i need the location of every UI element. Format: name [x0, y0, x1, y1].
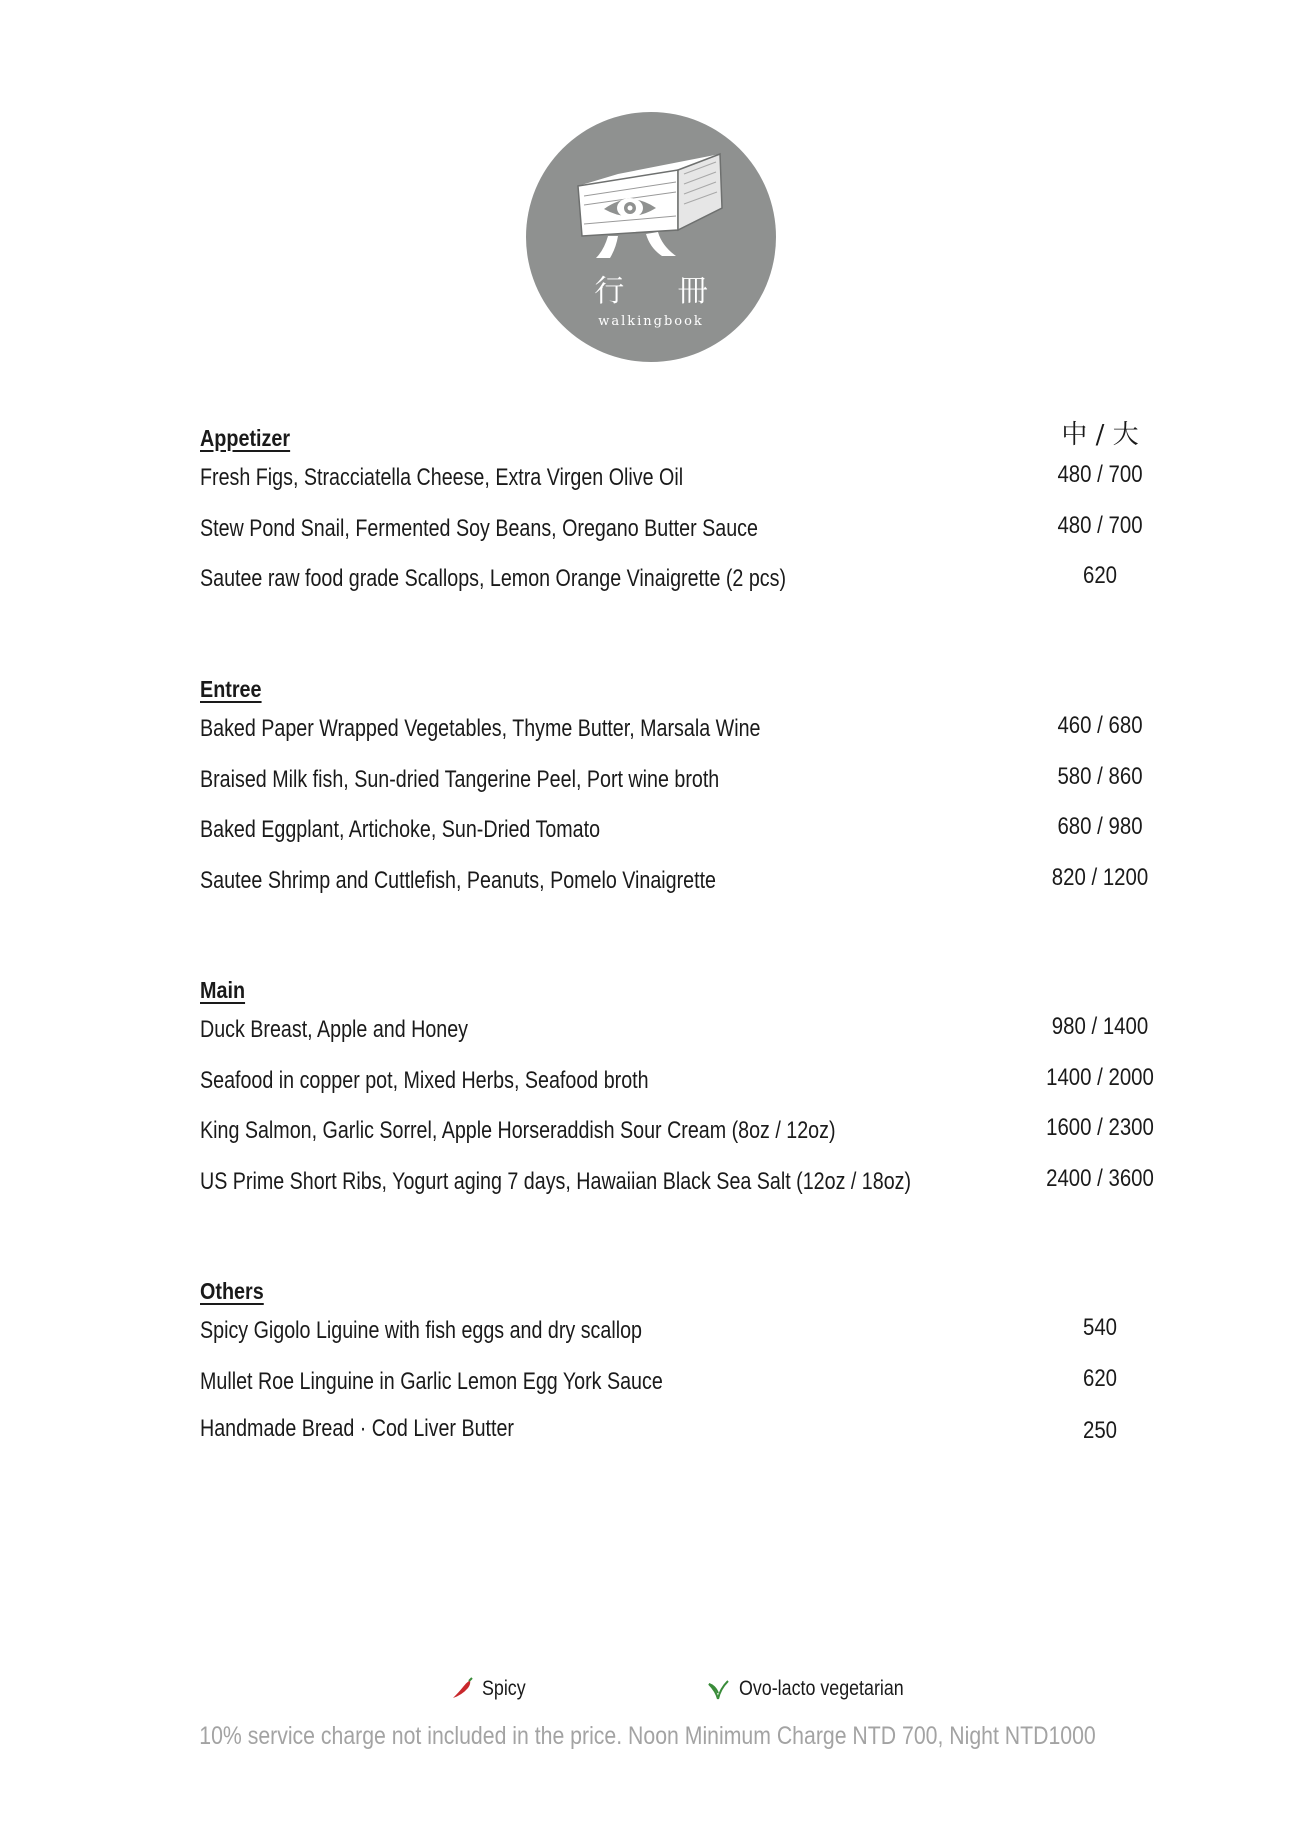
item-price: 460 / 680 — [1057, 712, 1143, 739]
section-title: Others — [200, 1278, 264, 1304]
legend-vegetarian-label: Ovo-lacto vegetarian — [739, 1677, 904, 1700]
menu-item — [200, 810, 1200, 861]
menu-item — [200, 1409, 1200, 1460]
section-entree — [200, 669, 1200, 911]
item-name: Spicy Gigolo Liguine with fish eggs and dry scallop — [200, 1317, 642, 1344]
item-price: 820 / 1200 — [1051, 863, 1149, 891]
menu-item — [200, 1362, 1200, 1409]
item-price: 680 / 980 — [1057, 813, 1143, 840]
leaf-sprout-icon — [707, 1677, 731, 1701]
legend-spicy — [450, 1671, 533, 1707]
chili-pepper-icon — [450, 1677, 474, 1701]
item-name: King Salmon, Garlic Sorrel, Apple Horseraddish Sour Cream (8oz / 12oz) — [200, 1117, 836, 1144]
section-appetizer — [200, 418, 1200, 610]
item-name: Duck Breast, Apple and Honey — [200, 1016, 469, 1043]
menu-item — [200, 861, 1200, 912]
item-name: Seafood in copper pot, Mixed Herbs, Seafood broth — [200, 1066, 649, 1094]
legend-spicy-label: Spicy — [482, 1677, 526, 1700]
menu-item — [200, 1111, 1200, 1162]
legend-vegetarian — [707, 1671, 933, 1707]
item-price: 480 / 700 — [1057, 461, 1143, 488]
menu-item — [200, 458, 1200, 509]
item-name: Stew Pond Snail, Fermented Soy Beans, Oregano Butter Sauce — [200, 514, 758, 542]
item-price: 1600 / 2300 — [1046, 1114, 1154, 1141]
menu-item — [200, 1061, 1200, 1112]
item-price: 620 — [1082, 562, 1118, 589]
item-price: 580 / 860 — [1057, 762, 1143, 790]
section-title: Appetizer — [200, 425, 291, 451]
item-name: Handmade Bread · Cod Liver Butter — [200, 1414, 514, 1442]
menu-item — [200, 1010, 1200, 1061]
item-name: Braised Milk fish, Sun-dried Tangerine Peel, Port wine broth — [200, 765, 720, 793]
item-name: Baked Paper Wrapped Vegetables, Thyme Butter, Marsala Wine — [200, 715, 761, 742]
size-header: 中 / 大 — [1061, 420, 1139, 450]
brand-name-chinese: 行 冊 — [594, 274, 730, 309]
menu-item — [200, 709, 1200, 760]
item-price: 980 / 1400 — [1051, 1013, 1149, 1040]
item-name: US Prime Short Ribs, Yogurt aging 7 days, Hawaiian Black Sea Salt (12oz / 18oz) — [200, 1167, 912, 1195]
item-name: Sautee raw food grade Scallops, Lemon Orange Vinaigrette (2 pcs) — [200, 565, 787, 592]
menu-item — [200, 1311, 1200, 1362]
item-price: 1400 / 2000 — [1046, 1063, 1154, 1091]
section-title: Main — [200, 977, 246, 1003]
brand-name-english: walkingbook — [598, 314, 704, 329]
item-name: Fresh Figs, Stracciatella Cheese, Extra Virgen Olive Oil — [200, 464, 684, 491]
menu-item — [200, 509, 1200, 560]
item-price: 2400 / 3600 — [1046, 1164, 1154, 1192]
menu-item — [200, 559, 1200, 610]
section-others — [200, 1271, 1200, 1459]
item-price: 620 — [1082, 1364, 1118, 1392]
menu-item — [200, 760, 1200, 811]
menu-item — [200, 1162, 1200, 1213]
section-title: Entree — [200, 676, 262, 702]
item-name: Mullet Roe Linguine in Garlic Lemon Egg York Sauce — [200, 1367, 663, 1395]
section-main — [200, 970, 1200, 1212]
item-name: Sautee Shrimp and Cuttlefish, Peanuts, Pomelo Vinaigrette — [200, 866, 716, 894]
brand-logo — [526, 112, 776, 362]
item-price: 540 — [1082, 1314, 1118, 1341]
item-price: 480 / 700 — [1057, 511, 1143, 539]
service-charge-note: 10% service charge not included in the price. Noon Minimum Charge NTD 700, Night NTD1000 — [199, 1722, 1096, 1750]
item-price: 250 — [1082, 1416, 1118, 1444]
item-name: Baked Eggplant, Artichoke, Sun-Dried Tomato — [200, 816, 601, 843]
